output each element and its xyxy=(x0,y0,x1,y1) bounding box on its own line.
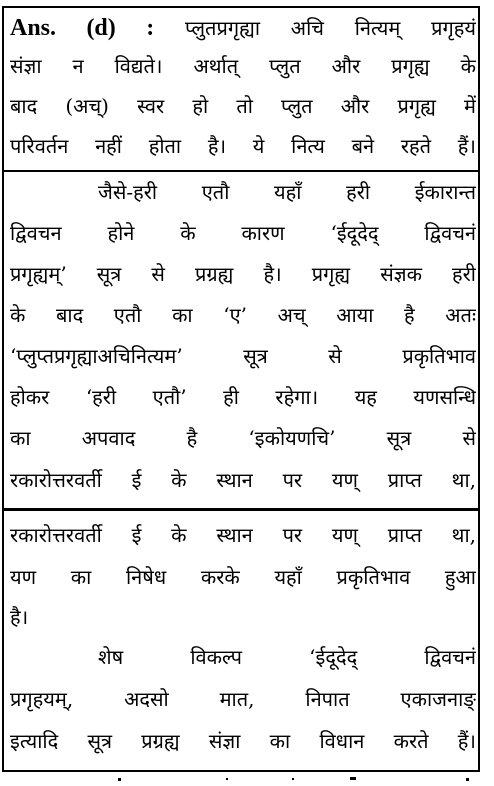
continuation-box xyxy=(2,509,480,772)
scan-artifact-marks xyxy=(0,776,494,784)
answer-line-3: बाद (अच्) स्वर हो तो प्लुत और प्रगृह्य में xyxy=(10,94,476,118)
continuation-line-1: रकारोत्तरवर्ती ई के स्थान पर यण् प्राप्त था, xyxy=(10,523,476,547)
answer-box xyxy=(2,6,480,172)
explanation-line-4: के बाद एतौ का ‘ए’ अच् आया है अतः xyxy=(10,303,476,327)
continuation-line-6: इत्यादि सूत्र प्रग्रह्य संज्ञा का विधान करते हैं। xyxy=(10,729,476,753)
explanation-line-3: प्रगृह्यम्’ सूत्र से प्रग्रह्य है। प्रगृह्य संज्ञक हरी xyxy=(10,262,476,286)
explanation-box xyxy=(2,170,480,510)
explanation-line-7: का अपवाद है ‘इकोयणचि’ सूत्र से xyxy=(10,426,476,450)
explanation-line-6: होकर ‘हरी एतौ’ ही रहेगा। यह यणसन्धि xyxy=(10,385,476,409)
answer-line-1 xyxy=(10,10,476,47)
continuation-line-3: है। xyxy=(10,605,29,629)
explanation-line-1: जैसे-हरी एतौ यहाँ हरी ईकारान्त xyxy=(98,180,476,204)
continuation-line-5: प्रगृहयम्, अदसो मात, निपात एकाजनाङ् xyxy=(10,687,476,711)
answer-line-1-text: प्लुतप्रगृह्या अचि नित्यम् प्रगृहयं xyxy=(184,16,476,40)
explanation-line-2: द्विवचन होने के कारण ‘ईदूदेद् द्विवचनं xyxy=(10,221,476,245)
continuation-line-4: शेष विकल्प ‘ईदूदेद् द्विवचनं xyxy=(98,645,476,669)
explanation-line-8: रकारोत्तरवर्ती ई के स्थान पर यण् प्राप्त था, xyxy=(10,468,476,492)
answer-line-2: संज्ञा न विद्यते। अर्थात् प्लुत और प्रगृह्य के xyxy=(10,54,476,78)
explanation-line-5: ‘प्लुप्तप्रगृह्याअचिनित्यम’ सूत्र से प्रकृतिभाव xyxy=(10,344,476,368)
continuation-line-2: यण का निषेध करके यहाँ प्रकृतिभाव हुआ xyxy=(10,565,476,589)
answer-label: Ans. (d) : xyxy=(10,15,155,41)
answer-line-4: परिवर्तन नहीं होता है। ये नित्य बने रहते हैं। xyxy=(10,134,476,158)
